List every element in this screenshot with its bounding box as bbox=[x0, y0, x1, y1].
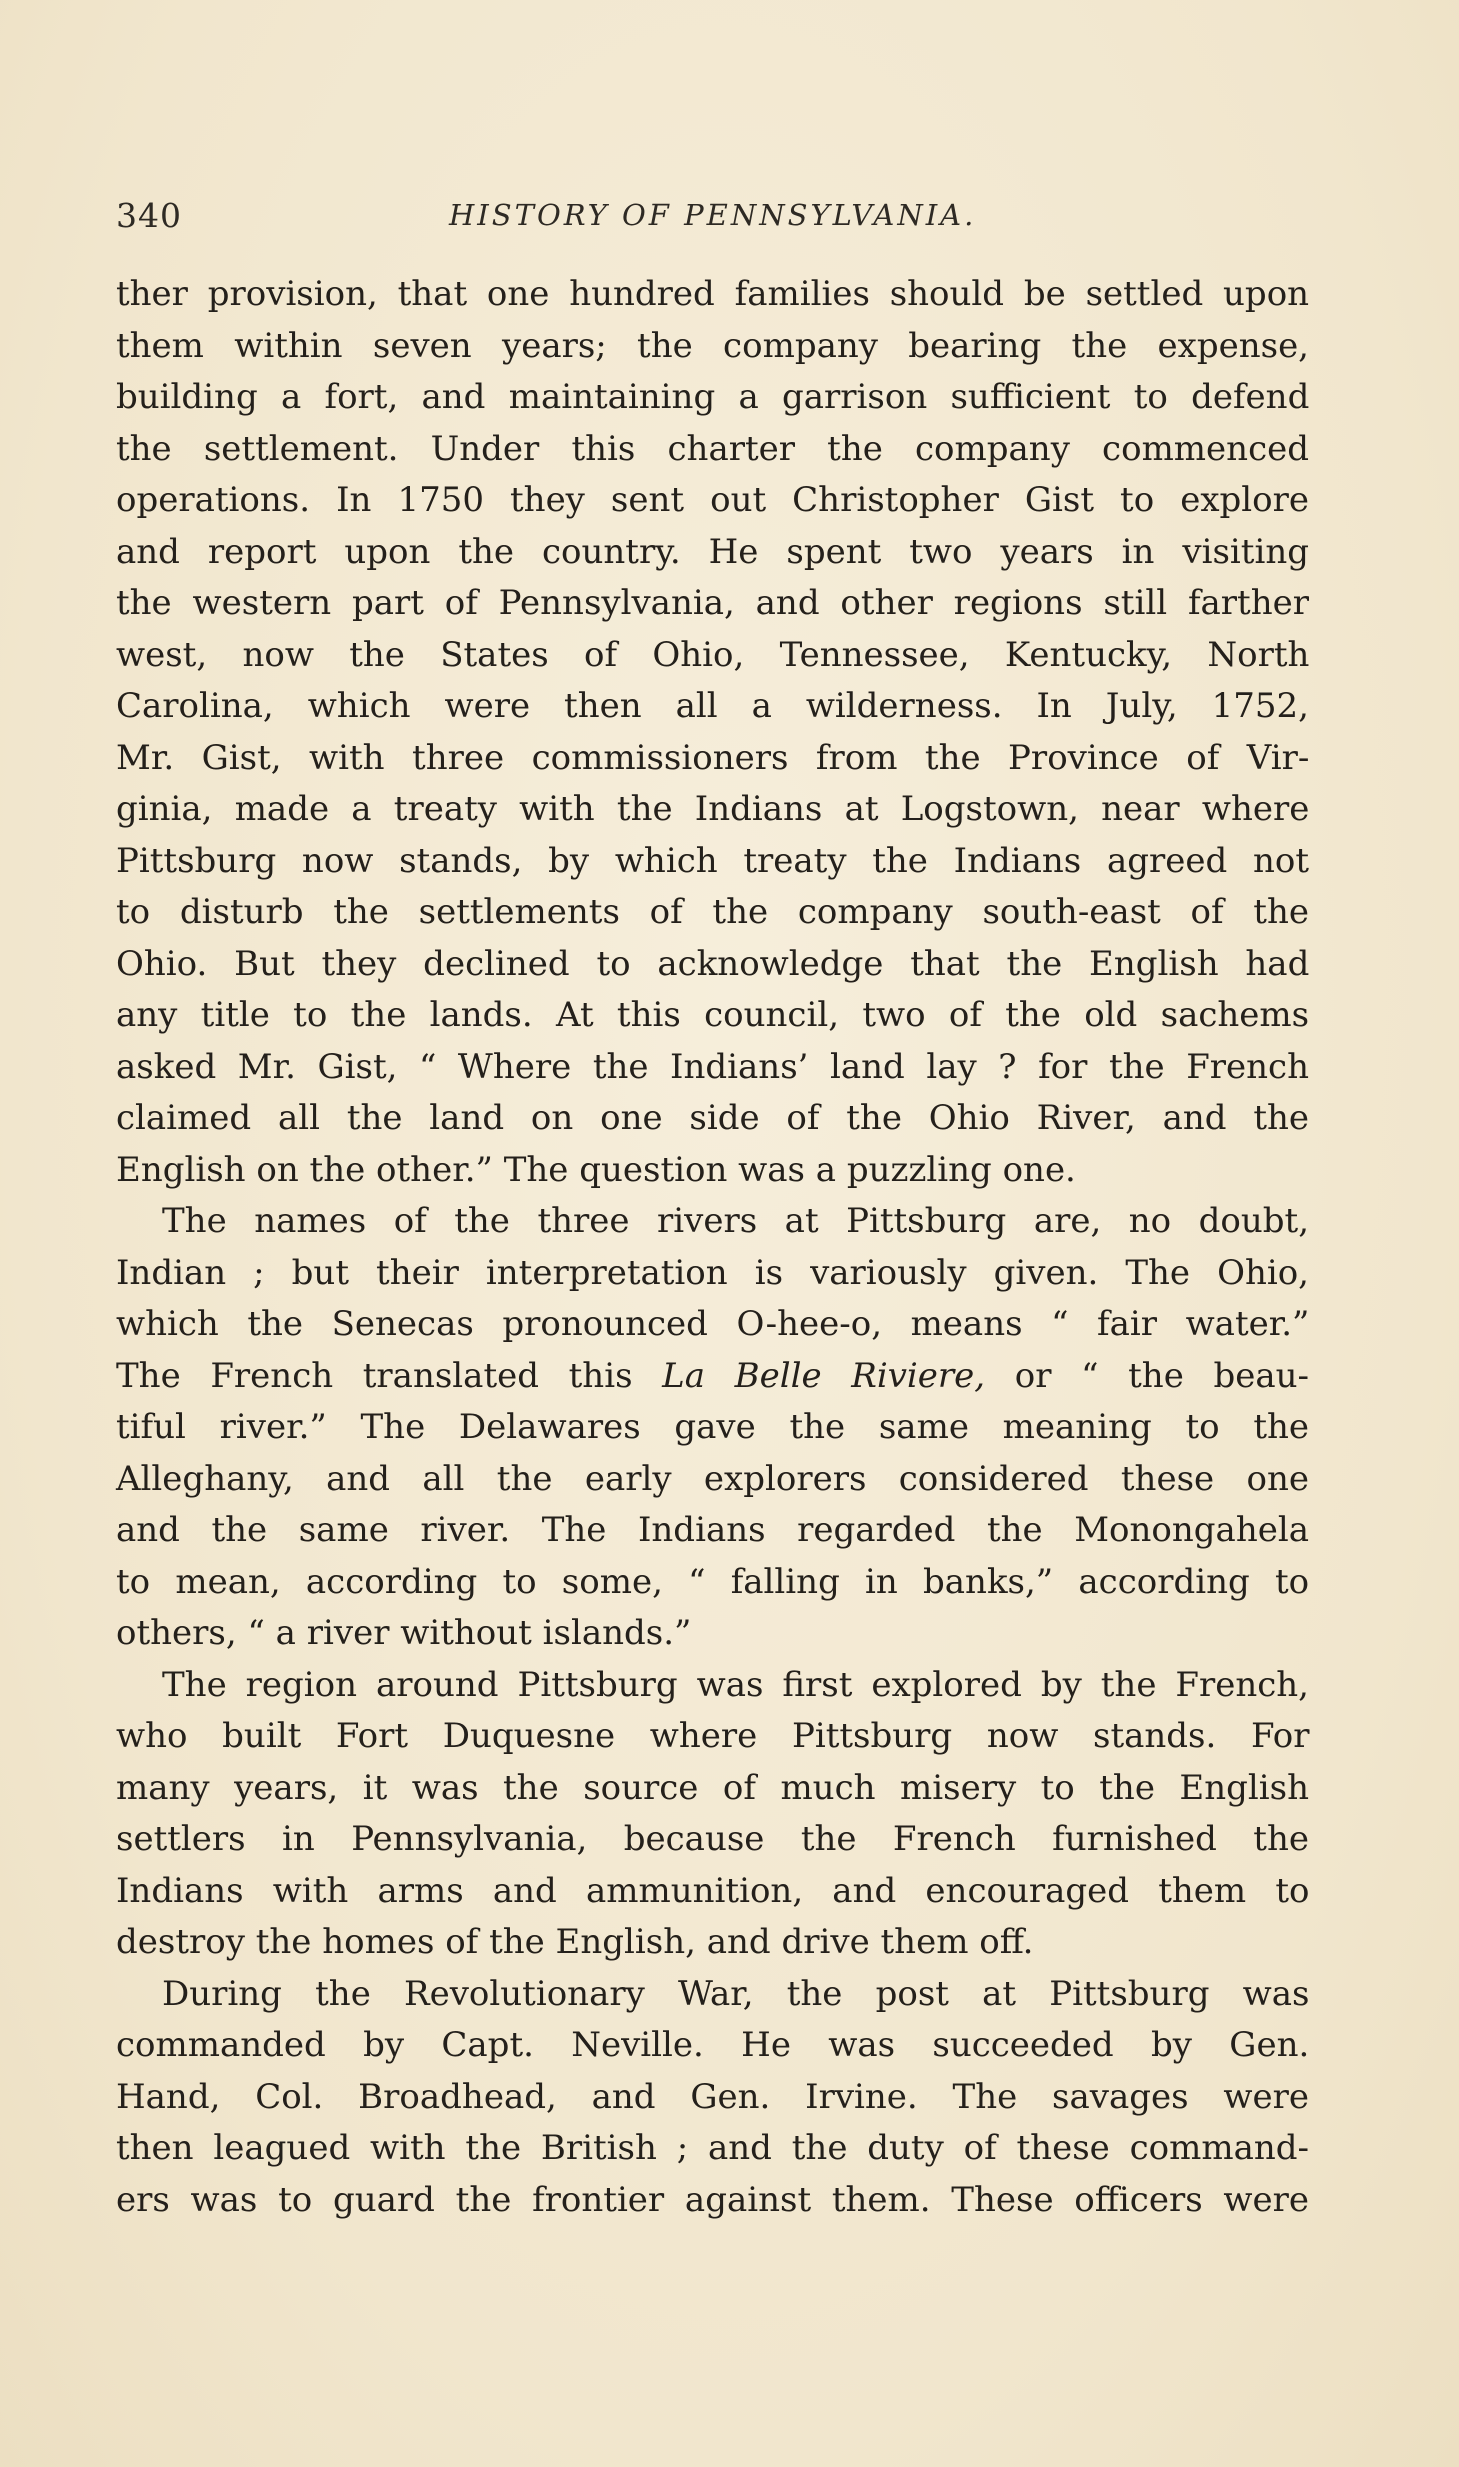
text-line: them within seven years; the company bearing the expense, bbox=[116, 325, 1309, 366]
text-line-with-italic bbox=[116, 1351, 1309, 1403]
text-line: destroy the homes of the English, and drive them off. bbox=[116, 1922, 1034, 1962]
text-line: others, “ a river without islands.” bbox=[116, 1613, 692, 1653]
text-line: English on the other.” The question was a puzzling one. bbox=[116, 1149, 1076, 1190]
text-line: operations. In 1750 they sent out Christopher Gist to explore bbox=[116, 480, 1309, 520]
text-line: Indians with arms and ammunition, and encouraged them to bbox=[116, 1870, 1310, 1911]
text-line: During the Revolutionary War, the post at Pittsburg was bbox=[162, 1973, 1310, 2014]
text-line: the settlement. Under this charter the company commenced bbox=[116, 428, 1309, 469]
body-text bbox=[116, 269, 1309, 2226]
text-line: any title to the lands. At this council, two of the old sachems bbox=[116, 995, 1310, 1035]
text-line: Ohio. But they declined to acknowledge that the English had bbox=[116, 943, 1310, 984]
text-line: The region around Pittsburg was first explored by the French, bbox=[162, 1664, 1309, 1705]
text-line: to disturb the settlements of the company south-east of the bbox=[116, 892, 1309, 932]
text-line: commanded by Capt. Neville. He was succeeded by Gen. bbox=[116, 2025, 1310, 2065]
paragraph-fort-duquesne bbox=[116, 1660, 1309, 1969]
paragraph-charter bbox=[116, 269, 1309, 1196]
text-line: who built Fort Duquesne where Pittsburg now stands. For bbox=[116, 1716, 1310, 1756]
page-number: 340 bbox=[116, 196, 182, 235]
text-line: and the same river. The Indians regarded the Monongahela bbox=[116, 1510, 1309, 1550]
text-line: Pittsburg now stands, by which treaty the Indians agreed not bbox=[116, 840, 1309, 881]
text-line: ther provision, that one hundred families should be settled upon bbox=[116, 274, 1310, 314]
text-line: settlers in Pennsylvania, because the French furnished the bbox=[116, 1819, 1309, 1859]
text-line: ers was to guard the frontier against them. These officers were bbox=[116, 2179, 1309, 2220]
text-line: west, now the States of Ohio, Tennessee, Kentucky, North bbox=[116, 634, 1310, 675]
text-line: building a fort, and maintaining a garrison sufficient to defend bbox=[116, 377, 1310, 417]
page-header bbox=[116, 196, 1316, 246]
text-line: and report upon the country. He spent two years in visiting bbox=[116, 531, 1309, 572]
text-line: The names of the three rivers at Pittsburg are, no doubt, bbox=[162, 1201, 1310, 1241]
text-line: to mean, according to some, “ falling in banks,” according to bbox=[116, 1561, 1310, 1602]
italic-phrase: La Belle Riviere, bbox=[662, 1355, 986, 1396]
text-line: Carolina, which were then all a wilderness. In July, 1752, bbox=[116, 686, 1309, 726]
text-line: which the Senecas pronounced O-hee-o, means “ fair water.” bbox=[116, 1304, 1310, 1344]
text-line: many years, it was the source of much misery to the English bbox=[116, 1767, 1309, 1808]
text-line: Hand, Col. Broadhead, and Gen. Irvine. The savages were bbox=[116, 2076, 1309, 2117]
text-line: tiful river.” The Delawares gave the same meaning to the bbox=[116, 1407, 1309, 1447]
text-line: the western part of Pennsylvania, and other regions still farther bbox=[116, 583, 1309, 623]
text-line: ginia, made a treaty with the Indians at Logstown, near where bbox=[116, 789, 1310, 829]
running-title: HISTORY OF PENNSYLVANIA. bbox=[449, 198, 977, 232]
paragraph-river-names bbox=[116, 1196, 1309, 1660]
text-fragment: or “ the beau- bbox=[985, 1355, 1309, 1396]
text-line: Alleghany, and all the early explorers considered these one bbox=[116, 1458, 1309, 1499]
text-line: then leagued with the British ; and the duty of these command- bbox=[116, 2128, 1309, 2168]
paragraph-revolutionary-war bbox=[116, 1969, 1309, 2227]
text-line: Mr. Gist, with three commissioners from the Province of Vir- bbox=[116, 737, 1310, 778]
text-fragment: The French translated this bbox=[116, 1355, 663, 1396]
text-line: claimed all the land on one side of the Ohio River, and the bbox=[116, 1098, 1310, 1138]
text-line: asked Mr. Gist, “ Where the Indians’ land lay ? for the French bbox=[116, 1046, 1309, 1087]
text-line: Indian ; but their interpretation is variously given. The Ohio, bbox=[116, 1252, 1309, 1293]
